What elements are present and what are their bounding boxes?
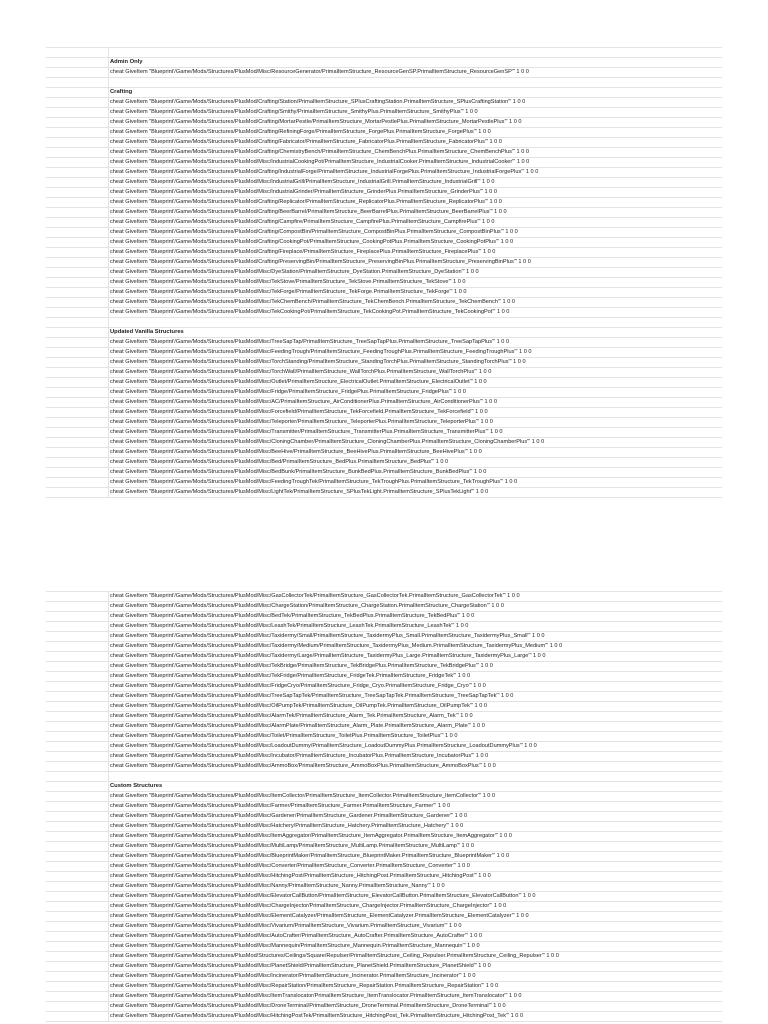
command-cell[interactable]: cheat GiveItem "Blueprint'/Game/Mods/Structures/PlusMod/Misc/ElementCatalyzer/PrimalItemStructure_ElementCatalyzer.PrimalItemStructure_ElementCatalyzer'" 1 0 0 — [109, 912, 723, 922]
row-gutter-cell — [46, 872, 109, 882]
table-row — [46, 308, 722, 318]
row-gutter-cell — [46, 58, 109, 68]
command-cell[interactable]: cheat GiveItem "Blueprint'/Game/Mods/Structures/PlusMod/Misc/LoadoutDummy/PrimalItemStructure_LoadoutDummyPlus.PrimalItemStructure_LoadoutDummyPlus'" 1 0 0 — [109, 742, 723, 752]
table-row — [46, 238, 722, 248]
table-row — [46, 158, 722, 168]
table-row — [46, 178, 722, 188]
table-row — [46, 852, 722, 862]
row-gutter-cell — [46, 148, 109, 158]
row-gutter-cell — [46, 602, 109, 612]
command-cell[interactable]: cheat GiveItem "Blueprint'/Game/Mods/Structures/PlusMod/Misc/BeeHive/PrimalItemStructure_BeeHivePlus.PrimalItemStructure_BeeHivePlus'" 1 0 0 — [109, 448, 723, 458]
table-row — [46, 652, 722, 662]
command-cell[interactable]: cheat GiveItem "Blueprint'/Game/Mods/Structures/PlusMod/Misc/BlueprintMaker/PrimalItemStructure_BlueprintMaker.PrimalItemStructure_BlueprintMaker'" 1 0 0 — [109, 852, 723, 862]
row-gutter-cell — [46, 882, 109, 892]
command-cell[interactable]: cheat GiveItem "Blueprint'/Game/Mods/Structures/PlusMod/Structures/Ceilings/Square/Repulser/PrimalItemStructure_Ceiling_Repulser.PrimalItemStructure_Ceiling_Repulser'" 1 0 0 — [109, 952, 723, 962]
command-cell[interactable]: cheat GiveItem "Blueprint'/Game/Mods/Structures/PlusMod/Misc/Toilet/PrimalItemStructure_ToiletPlus.PrimalItemStructure_ToiletPlus'" 1 0 0 — [109, 732, 723, 742]
table-row — [46, 762, 722, 772]
row-gutter-cell — [46, 852, 109, 862]
row-gutter-cell — [46, 642, 109, 652]
command-cell[interactable]: cheat GiveItem "Blueprint'/Game/Mods/Structures/PlusMod/Misc/FridgeCryo/PrimalItemStructure_Fridge_Cryo.PrimalItemStructure_Fridge_Cryo'" 1 0 0 — [109, 682, 723, 692]
table-row — [46, 198, 722, 208]
row-gutter-cell — [46, 722, 109, 732]
row-gutter-cell — [46, 952, 109, 962]
command-cell[interactable]: cheat GiveItem "Blueprint'/Game/Mods/Structures/PlusMod/Crafting/Station/PrimalItemStructure_SPlusCraftingStation.PrimalItemStructure_SPlusCraftingStation'" 1 0 0 — [109, 98, 723, 108]
table-row — [46, 458, 722, 468]
command-cell[interactable]: cheat GiveItem "Blueprint'/Game/Mods/Structures/PlusMod/Misc/LeashTek/PrimalItemStructure_LeashTek.PrimalItemStructure_LeashTek'" 1 0 0 — [109, 622, 723, 632]
row-gutter-cell — [46, 278, 109, 288]
command-cell[interactable]: cheat GiveItem "Blueprint'/Game/Mods/Structures/PlusMod/Misc/Taxidermy/Large/PrimalItemStructure_TaxidermyPlus_Large.PrimalItemStructure_TaxidermyPlus_Large'" 1 0 0 — [109, 652, 723, 662]
section-header-row — [46, 328, 722, 338]
row-gutter-cell — [46, 188, 109, 198]
table-row — [46, 752, 722, 762]
table-row — [46, 682, 722, 692]
command-cell[interactable]: cheat GiveItem "Blueprint'/Game/Mods/Structures/PlusMod/Misc/ItemCollector/PrimalItemStructure_ItemCollector.PrimalItemStructure_ItemCollector'" 1 0 0 — [109, 792, 723, 802]
command-cell[interactable]: cheat GiveItem "Blueprint'/Game/Mods/Structures/PlusMod/Misc/Gardener/PrimalItemStructure_Gardener.PrimalItemStructure_Gardener'" 1 0 0 — [109, 812, 723, 822]
row-gutter-cell — [46, 822, 109, 832]
command-cell[interactable]: cheat GiveItem "Blueprint'/Game/Mods/Structures/PlusMod/Misc/Incubator/PrimalItemStructure_IncubatorPlus.PrimalItemStructure_IncubatorPlus'" 1 0 0 — [109, 752, 723, 762]
command-cell[interactable]: cheat GiveItem "Blueprint'/Game/Mods/Structures/PlusMod/Misc/TekBridge/PrimalItemStructure_TekBridgePlus.PrimalItemStructure_TekBridgePlus'" 1 0 0 — [109, 662, 723, 672]
table-row — [46, 992, 722, 1002]
table-row — [46, 348, 722, 358]
row-gutter-cell — [46, 782, 109, 792]
command-cell[interactable]: cheat GiveItem "Blueprint'/Game/Mods/Structures/PlusMod/Misc/IndustrialGrinder/PrimalItemStructure_GrinderPlus.PrimalItemStructure_GrinderPlus'" 1 0 0 — [109, 188, 723, 198]
table-row — [46, 488, 722, 498]
table-row — [46, 712, 722, 722]
command-cell[interactable]: cheat GiveItem "Blueprint'/Game/Mods/Structures/PlusMod/Crafting/CompostBin/PrimalItemStructure_CompostBinPlus.PrimalItemStructure_CompostBinPlus'" 1 0 0 — [109, 228, 723, 238]
table-row — [46, 592, 722, 602]
table-row — [46, 892, 722, 902]
command-cell[interactable]: cheat GiveItem "Blueprint'/Game/Mods/Structures/PlusMod/Misc/TreeSapTap/PrimalItemStructure_TreeSapTapPlus.PrimalItemStructure_TreeSapTapPlus'" 1 0 0 — [109, 338, 723, 348]
table-row — [46, 722, 722, 732]
table-row — [46, 258, 722, 268]
table-row — [46, 128, 722, 138]
command-cell[interactable]: cheat GiveItem "Blueprint'/Game/Mods/Structures/PlusMod/Misc/HitchingPost/PrimalItemStructure_HitchingPost.PrimalItemStructure_HitchingPost'" 1 0 0 — [109, 872, 723, 882]
command-cell[interactable]: cheat GiveItem "Blueprint'/Game/Mods/Structures/PlusMod/Misc/Teleporter/PrimalItemStructure_TeleporterPlus.PrimalItemStructure_TeleporterPlus'" 1 0 0 — [109, 418, 723, 428]
row-gutter-cell — [46, 348, 109, 358]
command-cell[interactable]: cheat GiveItem "Blueprint'/Game/Mods/Structures/PlusMod/Misc/DyeStation/PrimalItemStructure_DyeStation.PrimalItemStructure_DyeStation'" 1 0 0 — [109, 268, 723, 278]
table-row — [46, 398, 722, 408]
row-gutter-cell — [46, 962, 109, 972]
section-title[interactable]: Crafting — [109, 88, 723, 98]
row-gutter-cell — [46, 428, 109, 438]
table-row — [46, 368, 722, 378]
command-cell[interactable]: cheat GiveItem "Blueprint'/Game/Mods/Structures/PlusMod/Crafting/ChemistryBench/PrimalItemStructure_ChemBenchPlus.PrimalItemStructure_ChemBenchPlus'" 1 0 0 — [109, 148, 723, 158]
command-cell[interactable]: cheat GiveItem "Blueprint'/Game/Mods/Structures/PlusMod/Misc/Incinerator/PrimalItemStructure_Incinerator.PrimalItemStructure_Incinerator'" 1 0 0 — [109, 972, 723, 982]
row-gutter-cell — [46, 388, 109, 398]
command-cell[interactable]: cheat GiveItem "Blueprint'/Game/Mods/Structures/PlusMod/Misc/Taxidermy/Small/PrimalItemStructure_TaxidermyPlus_Small.PrimalItemStructure_TaxidermyPlus_Small'" 1 0 0 — [109, 632, 723, 642]
row-gutter-cell — [46, 672, 109, 682]
table-row — [46, 952, 722, 962]
row-gutter-cell — [46, 592, 109, 602]
row-gutter-cell — [46, 478, 109, 488]
command-cell[interactable]: cheat GiveItem "Blueprint'/Game/Mods/Structures/PlusMod/Misc/ResourceGenerator/PrimalItemStructure_ResourceGenSP.PrimalItemStructure_ResourceGenSP'" 1 0 0 — [109, 68, 723, 78]
command-cell[interactable]: cheat GiveItem "Blueprint'/Game/Mods/Structures/PlusMod/Misc/BedTek/PrimalItemStructure_TekBedPlus.PrimalItemStructure_TekBedPlus'" 1 0 0 — [109, 612, 723, 622]
command-cell[interactable]: cheat GiveItem "Blueprint'/Game/Mods/Structures/PlusMod/Misc/Forcefield/PrimalItemStructure_TekForcefield.PrimalItemStructure_TekForcefield'" 1 0 0 — [109, 408, 723, 418]
row-gutter-cell — [46, 208, 109, 218]
command-cell[interactable]: cheat GiveItem "Blueprint'/Game/Mods/Structures/PlusMod/Misc/MultiLamp/PrimalItemStructure_MultiLamp.PrimalItemStructure_MultiLamp'" 1 0 0 — [109, 842, 723, 852]
row-gutter-cell — [46, 48, 109, 58]
row-gutter-cell — [46, 268, 109, 278]
row-gutter-cell — [46, 972, 109, 982]
command-cell[interactable]: cheat GiveItem "Blueprint'/Game/Mods/Structures/PlusMod/Misc/AutoCrafter/PrimalItemStructure_AutoCrafter.PrimalItemStructure_AutoCrafter'" 1 0 0 — [109, 932, 723, 942]
section-title[interactable]: Updated Vanilla Structures — [109, 328, 723, 338]
row-gutter-cell — [46, 912, 109, 922]
table-row — [46, 922, 722, 932]
table-row — [46, 218, 722, 228]
row-gutter-cell — [46, 982, 109, 992]
table-row — [46, 602, 722, 612]
table-row — [46, 672, 722, 682]
command-cell[interactable]: cheat GiveItem "Blueprint'/Game/Mods/Structures/PlusMod/Misc/Taxidermy/Medium/PrimalItemStructure_TaxidermyPlus_Medium.PrimalItemStructure_TaxidermyPlus_Medium'" 1 0 0 — [109, 642, 723, 652]
table-row — [46, 318, 722, 328]
table-row — [46, 388, 722, 398]
row-gutter-cell — [46, 198, 109, 208]
row-gutter-cell — [46, 78, 109, 88]
row-gutter-cell — [46, 632, 109, 642]
row-gutter-cell — [46, 308, 109, 318]
row-gutter-cell — [46, 652, 109, 662]
row-gutter-cell — [46, 932, 109, 942]
command-cell[interactable]: cheat GiveItem "Blueprint'/Game/Mods/Structures/PlusMod/Misc/LightTek/PrimalItemStructure_SPlusTekLight.PrimalItemStructure_SPlusTekLight'" 1 0 0 — [109, 488, 723, 498]
table-row — [46, 942, 722, 952]
row-gutter-cell — [46, 368, 109, 378]
command-cell[interactable]: cheat GiveItem "Blueprint'/Game/Mods/Structures/PlusMod/Misc/TekFridge/PrimalItemStructure_FridgeTek.PrimalItemStructure_FridgeTek'" 1 0 0 — [109, 672, 723, 682]
row-gutter-cell — [46, 338, 109, 348]
row-gutter-cell — [46, 712, 109, 722]
sheet-page-2 — [46, 591, 722, 1022]
table-row — [46, 702, 722, 712]
command-cell[interactable]: cheat GiveItem "Blueprint'/Game/Mods/Structures/PlusMod/Misc/Fridge/PrimalItemStructure_FridgePlus.PrimalItemStructure_FridgePlus'" 1 0 0 — [109, 388, 723, 398]
command-cell[interactable]: cheat GiveItem "Blueprint'/Game/Mods/Structures/PlusMod/Misc/Transmitter/PrimalItemStructure_TransmitterPlus.PrimalItemStructure_TransmitterPlus'" 1 0 0 — [109, 428, 723, 438]
table-row — [46, 692, 722, 702]
table-row — [46, 448, 722, 458]
command-cell[interactable]: cheat GiveItem "Blueprint'/Game/Mods/Structures/PlusMod/Crafting/Fabricator/PrimalItemStructure_FabricatorPlus.PrimalItemStructure_FabricatorPlus'" 1 0 0 — [109, 138, 723, 148]
table-row — [46, 832, 722, 842]
row-gutter-cell — [46, 328, 109, 338]
section-header-row — [46, 782, 722, 792]
row-gutter-cell — [46, 68, 109, 78]
row-gutter-cell — [46, 832, 109, 842]
command-cell[interactable]: cheat GiveItem "Blueprint'/Game/Mods/Structures/PlusMod/Misc/HitchingPostTek/PrimalItemStructure_HitchingPost_Tek.PrimalItemStructure_HitchingPost_Tek'" 1 0 0 — [109, 1012, 723, 1022]
table-row — [46, 732, 722, 742]
row-gutter-cell — [46, 468, 109, 478]
table-row — [46, 792, 722, 802]
command-cell[interactable] — [109, 772, 723, 782]
row-gutter-cell — [46, 772, 109, 782]
command-cell[interactable]: cheat GiveItem "Blueprint'/Game/Mods/Structures/PlusMod/Misc/Converter/PrimalItemStructure_Converter.PrimalItemStructure_Converter'" 1 0 0 — [109, 862, 723, 872]
table-row — [46, 902, 722, 912]
command-cell[interactable]: cheat GiveItem "Blueprint'/Game/Mods/Structures/PlusMod/Misc/RepairStation/PrimalItemStructure_RepairStation.PrimalItemStructure_RepairStation'" 1 0 0 — [109, 982, 723, 992]
table-row — [46, 872, 722, 882]
row-gutter-cell — [46, 612, 109, 622]
table-row — [46, 812, 722, 822]
table-row — [46, 972, 722, 982]
row-gutter-cell — [46, 1012, 109, 1022]
command-cell[interactable]: cheat GiveItem "Blueprint'/Game/Mods/Structures/PlusMod/Crafting/Fireplace/PrimalItemStructure_FireplacePlus.PrimalItemStructure_FireplacePlus'" 1 0 0 — [109, 248, 723, 258]
row-gutter-cell — [46, 378, 109, 388]
table-row — [46, 298, 722, 308]
row-gutter-cell — [46, 1002, 109, 1012]
table-row — [46, 138, 722, 148]
row-gutter-cell — [46, 762, 109, 772]
row-gutter-cell — [46, 812, 109, 822]
command-cell[interactable]: cheat GiveItem "Blueprint'/Game/Mods/Structures/PlusMod/Misc/TekCookingPot/PrimalItemStructure_TekCookingPot.PrimalItemStructure_TekCookingPot'" 1 0 0 — [109, 308, 723, 318]
command-cell[interactable]: cheat GiveItem "Blueprint'/Game/Mods/Structures/PlusMod/Misc/Nanny/PrimalItemStructure_Nanny.PrimalItemStructure_Nanny'" 1 0 0 — [109, 882, 723, 892]
table-row — [46, 932, 722, 942]
table-row — [46, 188, 722, 198]
command-cell[interactable]: cheat GiveItem "Blueprint'/Game/Mods/Structures/PlusMod/Misc/TorchStanding/PrimalItemStructure_StandingTorchPlus.PrimalItemStructure_StandingTorchPlus'" 1 0 0 — [109, 358, 723, 368]
table-row — [46, 148, 722, 158]
command-cell[interactable]: cheat GiveItem "Blueprint'/Game/Mods/Structures/PlusMod/Misc/TekForge/PrimalItemStructure_TekForge.PrimalItemStructure_TekForge'" 1 0 0 — [109, 288, 723, 298]
section-title[interactable]: Admin Only — [109, 58, 723, 68]
row-gutter-cell — [46, 138, 109, 148]
row-gutter-cell — [46, 408, 109, 418]
command-cell[interactable]: cheat GiveItem "Blueprint'/Game/Mods/Structures/PlusMod/Misc/TorchWall/PrimalItemStructure_WallTorchPlus.PrimalItemStructure_WallTorchPlus'" 1 0 0 — [109, 368, 723, 378]
row-gutter-cell — [46, 992, 109, 1002]
command-cell[interactable]: cheat GiveItem "Blueprint'/Game/Mods/Structures/PlusMod/Misc/CloningChamber/PrimalItemStructure_CloningChamberPlus.PrimalItemStructure_CloningChamberPlus'" 1 0 0 — [109, 438, 723, 448]
row-gutter-cell — [46, 742, 109, 752]
row-gutter-cell — [46, 842, 109, 852]
table-row — [46, 802, 722, 812]
row-gutter-cell — [46, 298, 109, 308]
row-gutter-cell — [46, 458, 109, 468]
table-row — [46, 208, 722, 218]
table-row — [46, 632, 722, 642]
command-cell[interactable]: cheat GiveItem "Blueprint'/Game/Mods/Structures/PlusMod/Misc/BedBunk/PrimalItemStructure_BunkBedPlus.PrimalItemStructure_BunkBedPlus'" 1 0 0 — [109, 468, 723, 478]
table-row — [46, 338, 722, 348]
command-cell[interactable]: cheat GiveItem "Blueprint'/Game/Mods/Structures/PlusMod/Crafting/MortarPestle/PrimalItemStructure_MortarPestlePlus.PrimalItemStructure_MortarPestlePlus'" 1 0 0 — [109, 118, 723, 128]
command-cell[interactable]: cheat GiveItem "Blueprint'/Game/Mods/Structures/PlusMod/Misc/DroneTerminal/PrimalItemStructure_DroneTerminal.PrimalItemStructure_DroneTerminal'" 1 0 0 — [109, 1002, 723, 1012]
table-row — [46, 288, 722, 298]
table-row — [46, 662, 722, 672]
table-row — [46, 742, 722, 752]
command-cell[interactable] — [109, 78, 723, 88]
table-row — [46, 982, 722, 992]
section-title[interactable]: Custom Structures — [109, 782, 723, 792]
table-row — [46, 168, 722, 178]
command-cell[interactable]: cheat GiveItem "Blueprint'/Game/Mods/Structures/PlusMod/Misc/ItemTranslocator/PrimalItemStructure_ItemTranslocator.PrimalItemStructure_ItemTranslocator'" 1 0 0 — [109, 992, 723, 1002]
command-cell[interactable]: cheat GiveItem "Blueprint'/Game/Mods/Structures/PlusMod/Crafting/BeerBarrel/PrimalItemStructure_BeerBarrelPlus.PrimalItemStructure_BeerBarrelPlus'" 1 0 0 — [109, 208, 723, 218]
row-gutter-cell — [46, 228, 109, 238]
section-header-row — [46, 88, 722, 98]
table-row — [46, 408, 722, 418]
command-table — [46, 591, 722, 1022]
row-gutter-cell — [46, 128, 109, 138]
row-gutter-cell — [46, 108, 109, 118]
table-row — [46, 622, 722, 632]
command-cell[interactable]: cheat GiveItem "Blueprint'/Game/Mods/Structures/PlusMod/Misc/Mannequin/PrimalItemStructure_Mannequin.PrimalItemStructure_Mannequin'" 1 0 0 — [109, 942, 723, 952]
row-gutter-cell — [46, 662, 109, 672]
command-cell[interactable] — [109, 48, 723, 58]
command-cell[interactable]: cheat GiveItem "Blueprint'/Game/Mods/Structures/PlusMod/Misc/Hatchery/PrimalItemStructure_Hatchery.PrimalItemStructure_Hatchery'" 1 0 0 — [109, 822, 723, 832]
table-row — [46, 358, 722, 368]
row-gutter-cell — [46, 98, 109, 108]
table-row — [46, 468, 722, 478]
command-cell[interactable]: cheat GiveItem "Blueprint'/Game/Mods/Structures/PlusMod/Misc/IndustrialCookingPot/PrimalItemStructure_IndustrialCooker.PrimalItemStructure_IndustrialCooker'" 1 0 0 — [109, 158, 723, 168]
row-gutter-cell — [46, 892, 109, 902]
command-cell[interactable]: cheat GiveItem "Blueprint'/Game/Mods/Structures/PlusMod/Crafting/Campfire/PrimalItemStructure_CampfirePlus.PrimalItemStructure_CampfirePlus'" 1 0 0 — [109, 218, 723, 228]
row-gutter-cell — [46, 288, 109, 298]
table-row — [46, 268, 722, 278]
table-row — [46, 278, 722, 288]
table-row — [46, 862, 722, 872]
sheet-page-1 — [46, 47, 722, 498]
command-cell[interactable]: cheat GiveItem "Blueprint'/Game/Mods/Structures/PlusMod/Misc/TreeSapTapTek/PrimalItemStructure_TreeSapTapTek.PrimalItemStructure_TreeSapTapTek'" 1 0 0 — [109, 692, 723, 702]
command-cell[interactable]: cheat GiveItem "Blueprint'/Game/Mods/Structures/PlusMod/Misc/Vivarium/PrimalItemStructure_Vivarium.PrimalItemStructure_Vivarium'" 1 0 0 — [109, 922, 723, 932]
command-cell[interactable]: cheat GiveItem "Blueprint'/Game/Mods/Structures/PlusMod/Misc/TekStove/PrimalItemStructure_TekStove.PrimalItemStructure_TekStove'" 1 0 0 — [109, 278, 723, 288]
row-gutter-cell — [46, 398, 109, 408]
row-gutter-cell — [46, 248, 109, 258]
command-cell[interactable]: cheat GiveItem "Blueprint'/Game/Mods/Structures/PlusMod/Crafting/PreservingBin/PrimalItemStructure_PreservingBinPlus.PrimalItemStructure_PreservingBinPlus'" 1 0 0 — [109, 258, 723, 268]
table-row — [46, 118, 722, 128]
row-gutter-cell — [46, 318, 109, 328]
table-row — [46, 1012, 722, 1022]
table-row — [46, 612, 722, 622]
row-gutter-cell — [46, 922, 109, 932]
command-cell[interactable]: cheat GiveItem "Blueprint'/Game/Mods/Structures/PlusMod/Misc/ItemAggregator/PrimalItemStructure_ItemAggregator.PrimalItemStructure_ItemAggregator'" 1 0 0 — [109, 832, 723, 842]
command-cell[interactable]: cheat GiveItem "Blueprint'/Game/Mods/Structures/PlusMod/Misc/AlarmPlate/PrimalItemStructure_Alarm_Plate.PrimalItemStructure_Alarm_Plate'" 1 0 0 — [109, 722, 723, 732]
command-cell[interactable]: cheat GiveItem "Blueprint'/Game/Mods/Structures/PlusMod/Misc/Farmer/PrimalItemStructure_Farmer.PrimalItemStructure_Farmer'" 1 0 0 — [109, 802, 723, 812]
table-row — [46, 228, 722, 238]
command-cell[interactable]: cheat GiveItem "Blueprint'/Game/Mods/Structures/PlusMod/Misc/ElevatorCallButton/PrimalItemStructure_ElevatorCallButton.PrimalItemStructure_ElevatorCallButton'" 1 0 0 — [109, 892, 723, 902]
table-row — [46, 48, 722, 58]
command-cell[interactable]: cheat GiveItem "Blueprint'/Game/Mods/Structures/PlusMod/Misc/IndustrialGrill/PrimalItemStructure_IndustrialGrill.PrimalItemStructure_IndustrialGrill'" 1 0 0 — [109, 178, 723, 188]
table-row — [46, 1002, 722, 1012]
row-gutter-cell — [46, 902, 109, 912]
row-gutter-cell — [46, 358, 109, 368]
row-gutter-cell — [46, 692, 109, 702]
command-cell[interactable]: cheat GiveItem "Blueprint'/Game/Mods/Structures/PlusMod/Misc/AC/PrimalItemStructure_AirConditionerPlus.PrimalItemStructure_AirConditionerPlus'" 1 0 0 — [109, 398, 723, 408]
command-cell[interactable]: cheat GiveItem "Blueprint'/Game/Mods/Structures/PlusMod/Crafting/RefiningForge/PrimalItemStructure_ForgePlus.PrimalItemStructure_ForgePlus'" 1 0 0 — [109, 128, 723, 138]
row-gutter-cell — [46, 258, 109, 268]
table-row — [46, 418, 722, 428]
row-gutter-cell — [46, 682, 109, 692]
table-row — [46, 882, 722, 892]
row-gutter-cell — [46, 178, 109, 188]
table-row — [46, 438, 722, 448]
row-gutter-cell — [46, 88, 109, 98]
command-cell[interactable]: cheat GiveItem "Blueprint'/Game/Mods/Structures/PlusMod/Misc/AmmoBox/PrimalItemStructure_AmmoBoxPlus.PrimalItemStructure_AmmoBoxPlus'" 1 0 0 — [109, 762, 723, 772]
command-cell[interactable] — [109, 318, 723, 328]
table-row — [46, 428, 722, 438]
command-table — [46, 47, 722, 498]
command-cell[interactable]: cheat GiveItem "Blueprint'/Game/Mods/Structures/PlusMod/Misc/GasCollectorTek/PrimalItemStructure_GasCollectorTek.PrimalItemStructure_GasCollectorTek'" 1 0 0 — [109, 592, 723, 602]
row-gutter-cell — [46, 702, 109, 712]
table-row — [46, 772, 722, 782]
command-cell[interactable]: cheat GiveItem "Blueprint'/Game/Mods/Structures/PlusMod/Misc/AlarmTek/PrimalItemStructure_Alarm_Tek.PrimalItemStructure_Alarm_Tek'" 1 0 0 — [109, 712, 723, 722]
table-row — [46, 68, 722, 78]
row-gutter-cell — [46, 168, 109, 178]
command-cell[interactable]: cheat GiveItem "Blueprint'/Game/Mods/Structures/PlusMod/Misc/Outlet/PrimalItemStructure_ElectricalOutlet.PrimalItemStructure_ElectricalOutlet'" 1 0 0 — [109, 378, 723, 388]
table-row — [46, 378, 722, 388]
command-cell[interactable]: cheat GiveItem "Blueprint'/Game/Mods/Structures/PlusMod/Misc/Bed/PrimalItemStructure_BedPlus.PrimalItemStructure_BedPlus'" 1 0 0 — [109, 458, 723, 468]
row-gutter-cell — [46, 448, 109, 458]
command-cell[interactable]: cheat GiveItem "Blueprint'/Game/Mods/Structures/PlusMod/Misc/OilPumpTek/PrimalItemStructure_OilPumpTek.PrimalItemStructure_OilPumpTek'" 1 0 0 — [109, 702, 723, 712]
table-row — [46, 478, 722, 488]
command-cell[interactable]: cheat GiveItem "Blueprint'/Game/Mods/Structures/PlusMod/Crafting/Replicator/PrimalItemStructure_ReplicatorPlus.PrimalItemStructure_ReplicatorPlus'" 1 0 0 — [109, 198, 723, 208]
command-cell[interactable]: cheat GiveItem "Blueprint'/Game/Mods/Structures/PlusMod/Crafting/CookingPot/PrimalItemStructure_CookingPotPlus.PrimalItemStructure_CookingPotPlus'" 1 0 0 — [109, 238, 723, 248]
table-row — [46, 842, 722, 852]
row-gutter-cell — [46, 488, 109, 498]
command-cell[interactable]: cheat GiveItem "Blueprint'/Game/Mods/Structures/PlusMod/Misc/TekChemBench/PrimalItemStructure_TekChemBench.PrimalItemStructure_TekChemBench'" 1 0 0 — [109, 298, 723, 308]
row-gutter-cell — [46, 118, 109, 128]
row-gutter-cell — [46, 942, 109, 952]
command-cell[interactable]: cheat GiveItem "Blueprint'/Game/Mods/Structures/PlusMod/Crafting/Smithy/PrimalItemStructure_SmithyPlus.PrimalItemStructure_SmithyPlus'" 1 0 0 — [109, 108, 723, 118]
row-gutter-cell — [46, 752, 109, 762]
table-row — [46, 912, 722, 922]
row-gutter-cell — [46, 622, 109, 632]
row-gutter-cell — [46, 158, 109, 168]
table-row — [46, 962, 722, 972]
table-row — [46, 98, 722, 108]
table-row — [46, 108, 722, 118]
row-gutter-cell — [46, 418, 109, 428]
command-cell[interactable]: cheat GiveItem "Blueprint'/Game/Mods/Structures/PlusMod/Misc/ChargeStation/PrimalItemStructure_ChargeStation.PrimalItemStructure_ChargeStation'" 1 0 0 — [109, 602, 723, 612]
table-row — [46, 822, 722, 832]
command-cell[interactable]: cheat GiveItem "Blueprint'/Game/Mods/Structures/PlusMod/Misc/PlanetShield/PrimalItemStructure_PlanetShield.PrimalItemStructure_PlanetShield'" 1 0 0 — [109, 962, 723, 972]
command-cell[interactable]: cheat GiveItem "Blueprint'/Game/Mods/Structures/PlusMod/Crafting/IndustrialForge/PrimalItemStructure_IndustrialForgePlus.PrimalItemStructure_IndustrialForgePlus'" 1 0 0 — [109, 168, 723, 178]
row-gutter-cell — [46, 792, 109, 802]
command-cell[interactable]: cheat GiveItem "Blueprint'/Game/Mods/Structures/PlusMod/Misc/ChargeInjector/PrimalItemStructure_ChargeInjector.PrimalItemStructure_ChargeInjector'" 1 0 0 — [109, 902, 723, 912]
row-gutter-cell — [46, 862, 109, 872]
section-header-row — [46, 58, 722, 68]
row-gutter-cell — [46, 218, 109, 228]
command-cell[interactable]: cheat GiveItem "Blueprint'/Game/Mods/Structures/PlusMod/Misc/FeedingTrough/PrimalItemStructure_FeedingTroughPlus.PrimalItemStructure_FeedingTroughPlus'" 1 0 0 — [109, 348, 723, 358]
row-gutter-cell — [46, 238, 109, 248]
command-cell[interactable]: cheat GiveItem "Blueprint'/Game/Mods/Structures/PlusMod/Misc/FeedingTroughTek/PrimalItemStructure_TekTroughPlus.PrimalItemStructure_TekTroughPlus'" 1 0 0 — [109, 478, 723, 488]
table-row — [46, 642, 722, 652]
row-gutter-cell — [46, 802, 109, 812]
table-row — [46, 78, 722, 88]
row-gutter-cell — [46, 732, 109, 742]
table-row — [46, 248, 722, 258]
row-gutter-cell — [46, 438, 109, 448]
